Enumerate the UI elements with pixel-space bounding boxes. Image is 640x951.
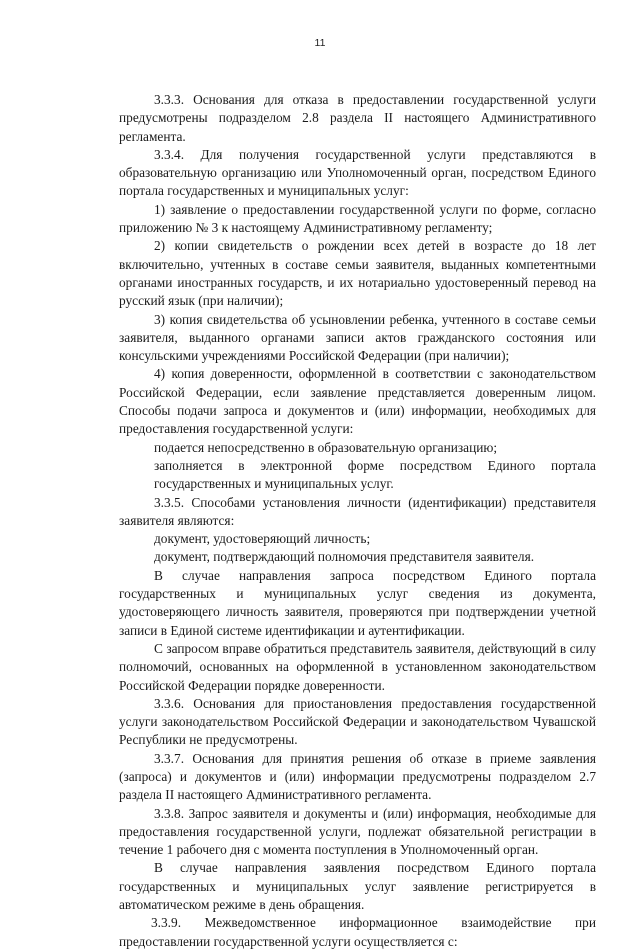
identity-document-1: документ, удостоверяющий личность; <box>154 531 371 547</box>
list-item-1: 1) заявление о предоставлении государственной услуги по форме, согласно приложению № 3 к настоящему Административному регламенту; <box>119 201 596 236</box>
paragraph-representative: С запросом вправе обратиться представитель заявителя, действующий в силу полномочий, основанных на оформленной в установленном законодательством Российской Федерации порядке доверенности. <box>119 640 596 693</box>
list-item-4: 4) копия доверенности, оформленной в соответствии с законодательством Российской Федерации, если заявление представляется доверенным лицом. Способы подачи запроса и документов и (или) информации, необходимых для предоставления государственной услуги: <box>119 366 596 437</box>
paragraph-3-3-6: 3.3.6. Основания для приостановления предоставления государственной услуги законодательством Российской Федерации и законодательством Чувашской Республики не предусмотрены. <box>119 695 596 748</box>
document-body <box>119 91 596 951</box>
paragraph-3-3-9: 3.3.9. Межведомственное информационное взаимодействие при предоставлении государственной услуги осуществляется с: <box>119 915 596 949</box>
paragraph-3-3-8: 3.3.8. Запрос заявителя и документы и (или) информация, необходимые для предоставления государственной услуги, подлежат обязательной регистрации в течение 1 рабочего дня с момента поступления в Уполномоченный орган. <box>119 805 596 858</box>
paragraph-3-3-4: 3.3.4. Для получения государственной услуги представляются в образовательную организацию или Уполномоченный орган, посредством Единого портала государственных и муниципальных услуг: <box>119 146 596 199</box>
paragraph-auto-registration: В случае направления заявления посредством Единого портала государственных и муниципальных услуг заявление регистрируется в автоматическом режиме в день обращения. <box>119 860 596 913</box>
identity-document-2: документ, подтверждающий полномочия представителя заявителя. <box>154 549 535 565</box>
paragraph-3-3-7: 3.3.7. Основания для принятия решения об отказе в приеме заявления (запроса) и документов и (или) информации предусмотрены подразделом 2.7 раздела II настоящего Административного регламента. <box>119 750 596 803</box>
paragraph-3-3-3: 3.3.3. Основания для отказа в предоставлении государственной услуги предусмотрены подразделом 2.8 раздела II настоящего Административного регламента. <box>119 92 596 144</box>
paragraph-3-3-5: 3.3.5. Способами установления личности (идентификации) представителя заявителя являются: <box>119 494 596 528</box>
paragraph-portal-verification: В случае направления запроса посредством Единого портала государственных и муниципальных услуг сведения из документа, удостоверяющего личность заявителя, проверяются при подтверждении учетной записи в Единой системе идентификации и аутентификации. <box>119 567 596 638</box>
submission-method-2: заполняется в электронной форме посредством Единого портала государственных и муниципальных услуг. <box>154 457 596 492</box>
page-number: 11 <box>314 37 326 49</box>
list-item-3: 3) копия свидетельства об усыновлении ребенка, учтенного в составе семьи заявителя, выданного органами записи актов гражданского состояния или консульскими учреждениями Российской Федерации (при наличии); <box>119 311 596 364</box>
submission-method-1: подается непосредственно в образовательную организацию; <box>154 439 498 455</box>
list-item-2: 2) копии свидетельств о рождении всех детей в возрасте до 18 лет включительно, учтенных в составе семьи заявителя, выданных компетентными органами иностранных государств, и их нотариально удостоверенный перевод на русский язык (при наличии); <box>119 238 596 309</box>
